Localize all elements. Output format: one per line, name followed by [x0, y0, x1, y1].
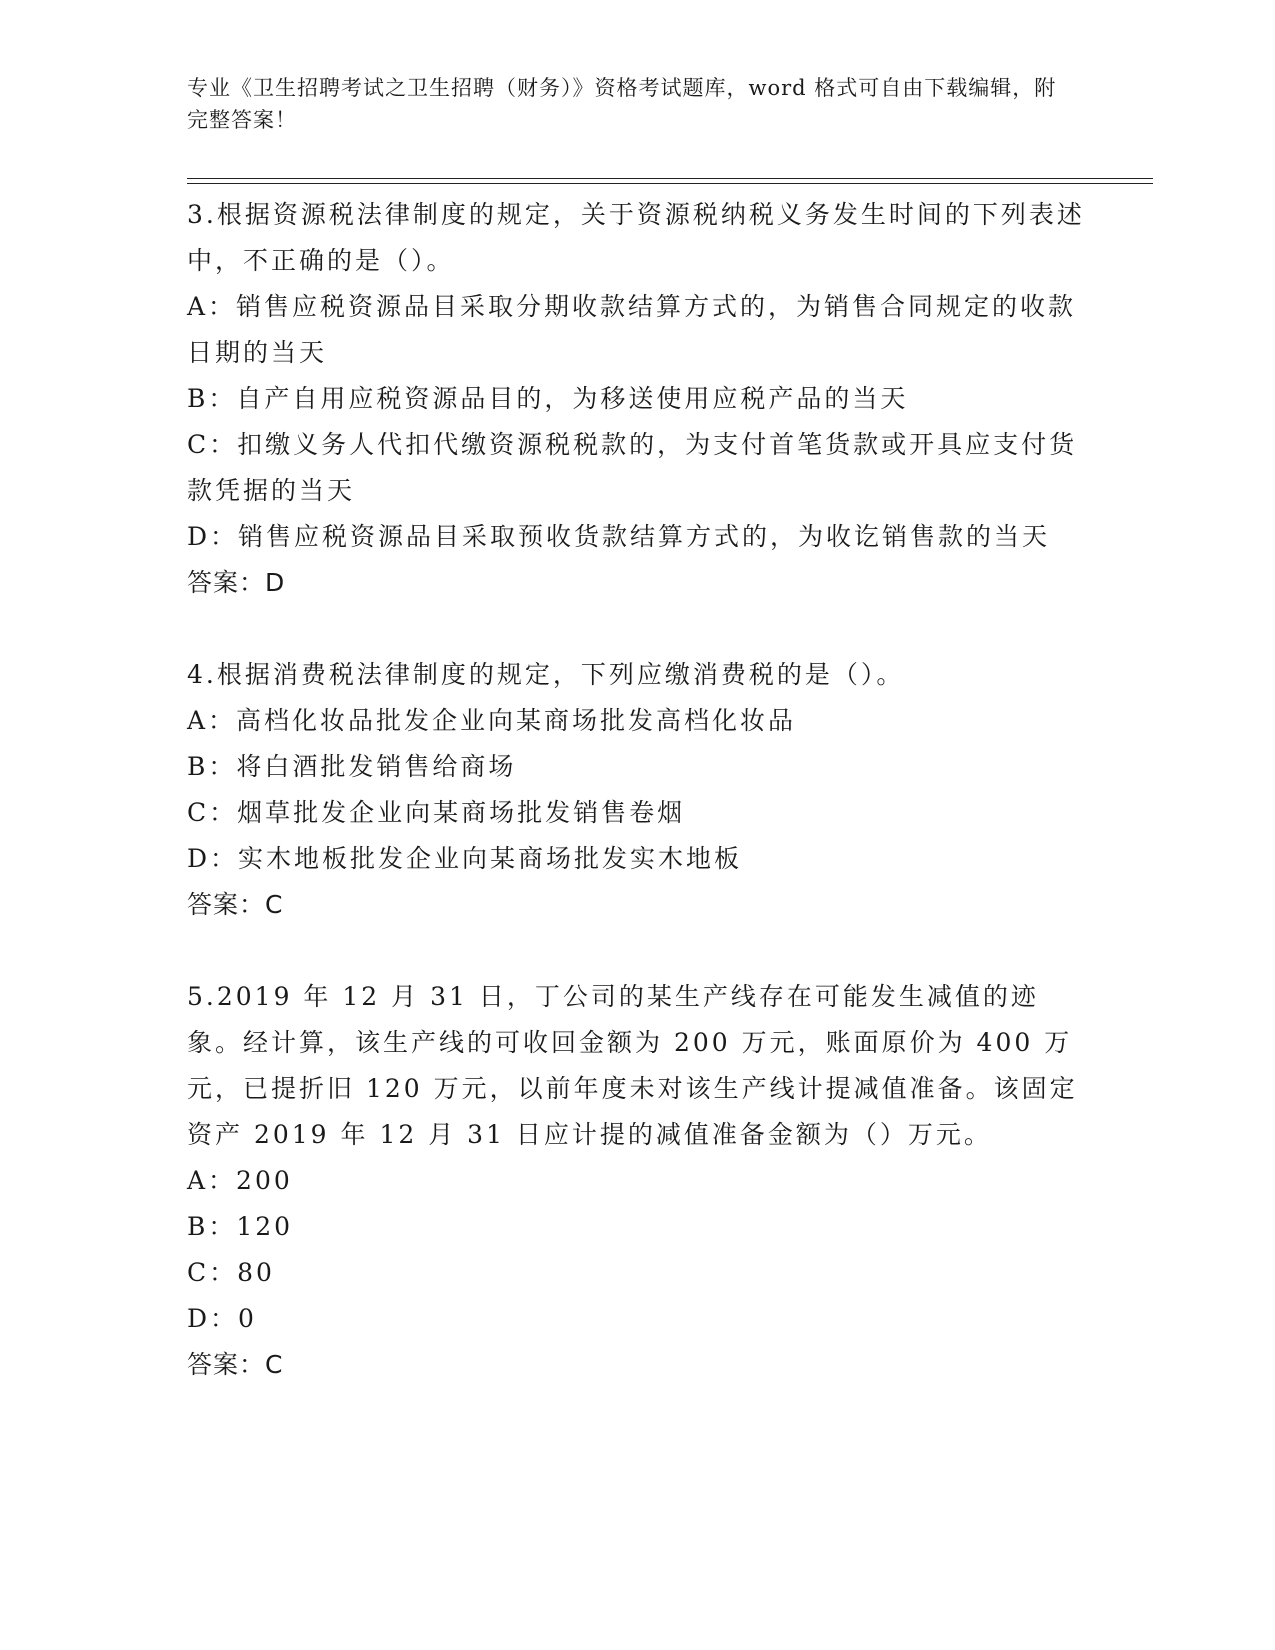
option-c: C：扣缴义务人代扣代缴资源税税款的，为支付首笔货款或开具应支付货款凭据的当天 [187, 430, 1078, 505]
question-5 [187, 974, 1087, 1388]
option-d: D：0 [187, 1304, 257, 1333]
option-d: D：实木地板批发企业向某商场批发实木地板 [187, 844, 743, 873]
answer-line: 答案：D [187, 568, 286, 597]
option-d: D：销售应税资源品目采取预收货款结算方式的，为收讫销售款的当天 [187, 522, 1051, 551]
option-b: B：120 [187, 1212, 294, 1241]
option-a: A：高档化妆品批发企业向某商场批发高档化妆品 [187, 706, 797, 735]
option-b: B：将白酒批发销售给商场 [187, 752, 517, 781]
question-list [187, 192, 1087, 1434]
answer-line: 答案：C [187, 1350, 284, 1379]
question-stem: 5.2019 年 12 月 31 日，丁公司的某生产线存在可能发生减值的迹象。经计算，该生产线的可收回金额为 200 万元，账面原价为 400 万元，已提折旧 120 万元，以前年度未对该生产线计提减值准备。该固定资产 2019 年 12 月 31 日应计提的减值准备金额为（）万元。 [187, 982, 1078, 1149]
option-c: C：80 [187, 1258, 275, 1287]
option-a: A：销售应税资源品目采取分期收款结算方式的，为销售合同规定的收款日期的当天 [187, 292, 1077, 367]
question-stem: 4.根据消费税法律制度的规定，下列应缴消费税的是（）。 [187, 660, 905, 689]
option-c: C：烟草批发企业向某商场批发销售卷烟 [187, 798, 686, 827]
question-stem: 3.根据资源税法律制度的规定，关于资源税纳税义务发生时间的下列表述中，不正确的是（）。 [187, 200, 1085, 275]
answer-line: 答案：C [187, 890, 284, 919]
header-divider-bottom [187, 183, 1153, 184]
option-b: B：自产自用应税资源品目的，为移送使用应税产品的当天 [187, 384, 909, 413]
question-4 [187, 652, 1087, 928]
header-divider-top [187, 178, 1153, 179]
option-a: A：200 [187, 1166, 293, 1195]
question-3 [187, 192, 1087, 606]
document-header: 专业《卫生招聘考试之卫生招聘（财务）》资格考试题库，word 格式可自由下载编辑，附完整答案！ [187, 76, 1057, 132]
